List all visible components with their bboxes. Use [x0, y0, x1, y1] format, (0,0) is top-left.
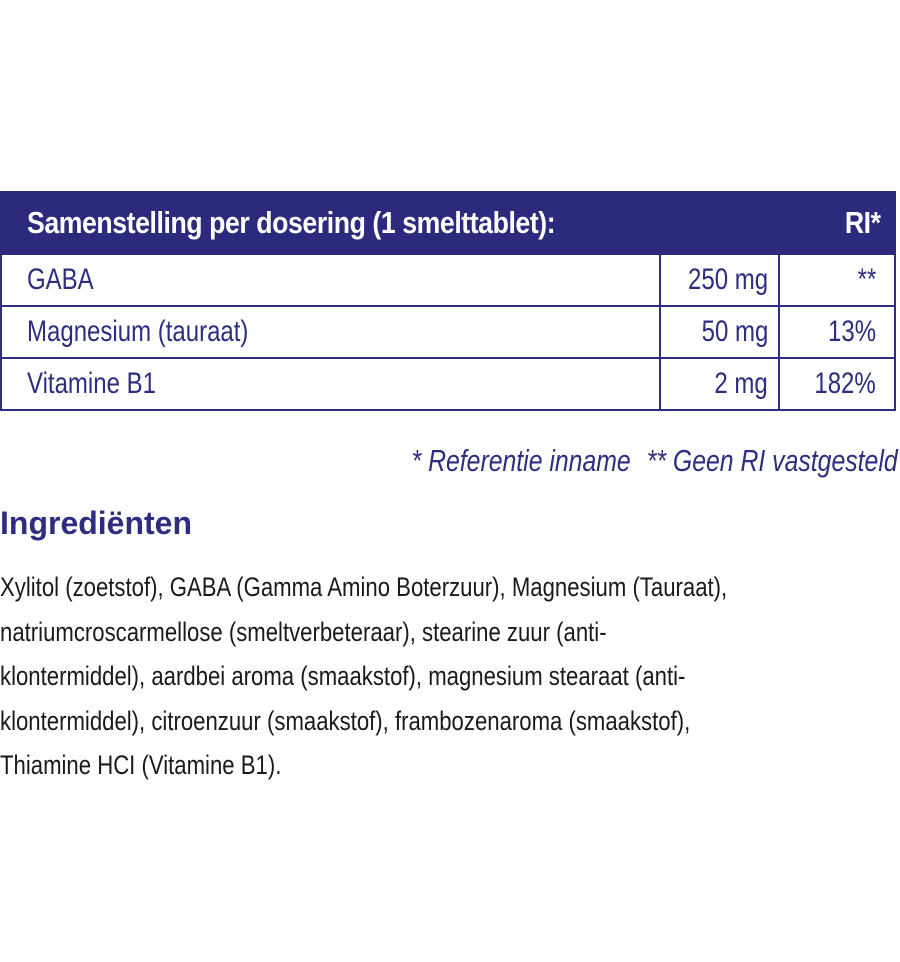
- row-amount-cell: [661, 255, 780, 305]
- row-amount: 2 mg: [714, 367, 768, 400]
- ingredients-line: klontermiddel), citroenzuur (smaakstof), frambozenaroma (smaakstof),: [0, 705, 691, 736]
- row-amount: 250 mg: [687, 263, 768, 296]
- ingredients-line: klontermiddel), aardbei aroma (smaakstof), magnesium stearaat (anti-: [0, 661, 686, 691]
- table-row: [0, 359, 896, 411]
- ingredients-line: Thiamine HCI (Vitamine B1).: [0, 750, 282, 780]
- row-name: Vitamine B1: [27, 367, 156, 400]
- row-ri: 182%: [814, 367, 876, 400]
- row-name-cell: [2, 359, 661, 409]
- table-header-ri: RI*: [845, 205, 881, 240]
- table-header-title: Samenstelling per dosering (1 smelttablet):: [27, 205, 556, 240]
- row-ri: 13%: [827, 315, 876, 348]
- footnote-ri: * Referentie inname: [411, 443, 632, 478]
- row-ri-cell: [780, 255, 894, 305]
- row-amount-cell: [661, 307, 780, 357]
- ingredients-title: Ingrediënten: [0, 505, 193, 541]
- footnote-no-ri: ** Geen RI vastgesteld: [647, 443, 898, 478]
- row-ri-cell: [780, 307, 894, 357]
- ingredients-line: Xylitol (zoetstof), GABA (Gamma Amino Boterzuur), Magnesium (Tauraat),: [0, 572, 728, 602]
- table-row: [0, 255, 896, 307]
- row-name: Magnesium (tauraat): [27, 315, 249, 348]
- row-amount-cell: [661, 359, 780, 409]
- row-name: GABA: [27, 263, 94, 296]
- row-ri: **: [857, 263, 876, 296]
- table-header: [0, 191, 896, 255]
- row-name-cell: [2, 307, 661, 357]
- row-amount: 50 mg: [701, 315, 768, 348]
- footnotes: [412, 443, 898, 479]
- table-row: [0, 307, 896, 359]
- row-name-cell: [2, 255, 661, 305]
- ingredients-line: natriumcroscarmellose (smeltverbeteraar), stearine zuur (anti-: [0, 616, 607, 647]
- composition-table: [0, 191, 896, 411]
- row-ri-cell: [780, 359, 894, 409]
- ingredients-text: [0, 565, 900, 788]
